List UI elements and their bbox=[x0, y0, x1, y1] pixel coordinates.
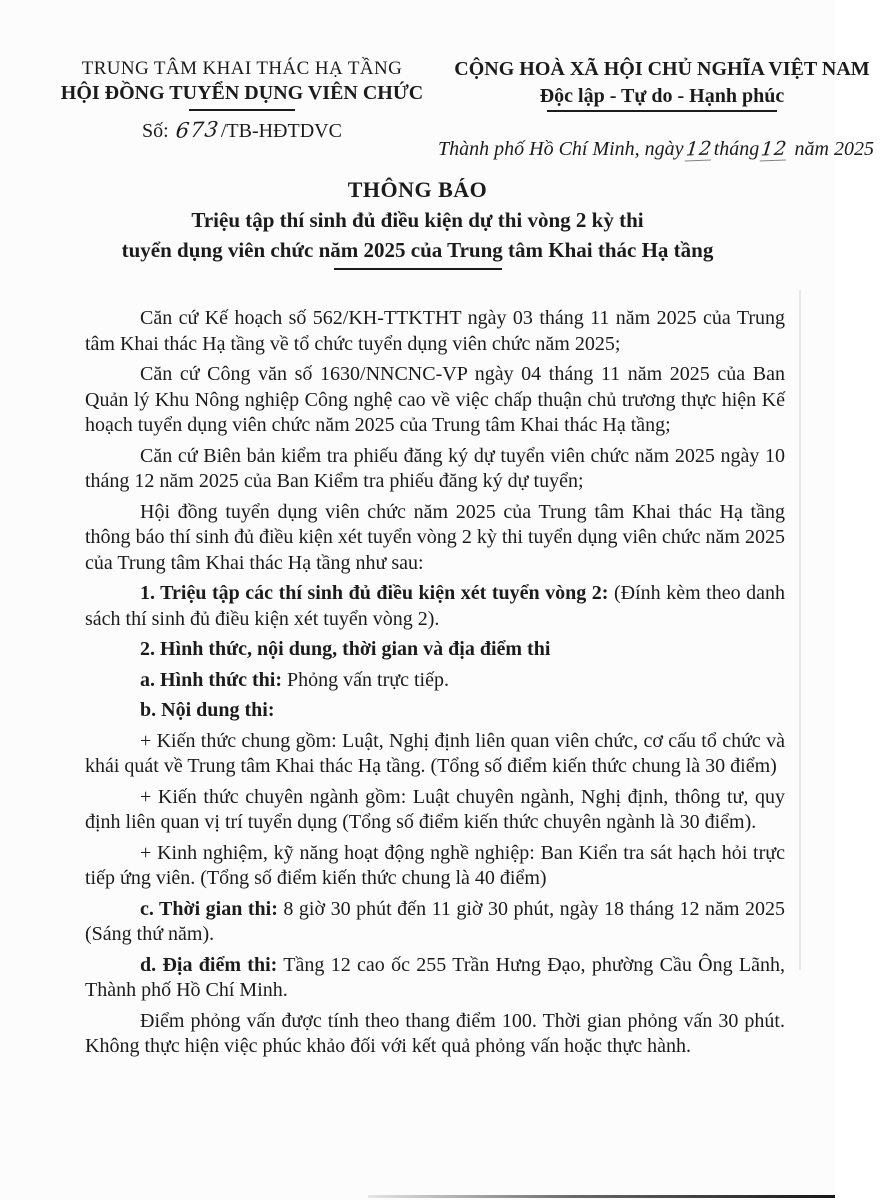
org-name-underline bbox=[189, 109, 295, 111]
item-b-exam-content-heading: b. Nội dung thi: bbox=[140, 699, 275, 721]
place-date-line bbox=[438, 138, 886, 161]
paragraph-citation-2: Căn cứ Công văn số 1630/NNCNC-VP ngày 04 tháng 11 năm 2025 của Ban Quản lý Khu Nông nghiệp Công nghệ cao về việc chấp thuận chủ trương thực hiện Kế hoạch tuyển dụng viên chức năm 2025 của Trung tâm Khai thác Hạ tầng; bbox=[85, 363, 785, 436]
document-title-block bbox=[0, 177, 835, 270]
national-header-block bbox=[438, 58, 886, 161]
section-1-summon: 1. Triệu tập các thí sinh đủ điều kiện xét tuyển vòng 2: (Đính kèm theo danh sách thí sinh đủ điều kiện xét tuyển vòng 2). bbox=[85, 582, 785, 630]
title-subtitle-line-2: tuyển dụng viên chức năm 2025 của Trung tâm Khai thác Hạ tầng bbox=[121, 238, 714, 262]
document-type-heading: THÔNG BÁO bbox=[347, 177, 488, 202]
bullet-specialized-knowledge: + Kiến thức chuyên ngành gồm: Luật chuyên ngành, Nghị định, thông tư, quy định liên quan vị trí tuyển dụng (Tổng số điểm kiến thức chuyên ngành là 30 điểm). bbox=[85, 785, 785, 833]
dateline-prefix: Thành phố Hồ Chí Minh, ngày bbox=[438, 138, 684, 160]
paragraph-scoring-note: Điểm phỏng vấn được tính theo thang điểm 100. Thời gian phỏng vấn 30 phút. Không thực hiện việc phúc khảo đối với kết quả phỏng vấn hoặc thực hành. bbox=[85, 1009, 785, 1057]
doc-number-label: Số: bbox=[142, 120, 169, 142]
motto-underline bbox=[547, 110, 777, 112]
title-subtitle-line-1: Triệu tập thí sinh đủ điều kiện dự thi vòng 2 kỳ thi bbox=[191, 208, 644, 232]
bullet-general-knowledge: + Kiến thức chung gồm: Luật, Nghị định liên quan viên chức, cơ cấu tổ chức và khái quát về Trung tâm Khai thác Hạ tầng. (Tổng số điểm kiến thức chung là 30 điểm) bbox=[85, 729, 785, 777]
national-title: CỘNG HOÀ XÃ HỘI CHỦ NGHĨA VIỆT NAM bbox=[454, 58, 870, 80]
paragraph-citation-1: Căn cứ Kế hoạch số 562/KH-TTKTHT ngày 03 tháng 11 năm 2025 của Trung tâm Khai thác Hạ tầng về tổ chức tuyển dụng viên chức năm 2025; bbox=[85, 307, 785, 355]
national-motto: Độc lập - Tự do - Hạnh phúc bbox=[539, 85, 785, 107]
section-2-heading: 2. Hình thức, nội dung, thời gian và địa điểm thi bbox=[140, 638, 551, 660]
dateline-month-label: tháng bbox=[713, 138, 760, 160]
dateline-month-handwritten: 12 bbox=[760, 137, 789, 161]
doc-number bbox=[46, 118, 438, 143]
doc-number-handwritten: 673 bbox=[174, 117, 221, 143]
issuing-org-block bbox=[46, 58, 438, 161]
item-c-exam-time: c. Thời gian thi: 8 giờ 30 phút đến 11 giờ 30 phút, ngày 18 tháng 12 năm 2025 (Sáng thứ năm). bbox=[85, 897, 785, 945]
item-d-exam-location: d. Địa điểm thi: Tầng 12 cao ốc 255 Trần Hưng Đạo, phường Cầu Ông Lãnh, Thành phố Hồ Chí Minh. bbox=[85, 953, 786, 1001]
scan-artifact-bottom-edge bbox=[368, 1195, 835, 1198]
org-name: HỘI ĐỒNG TUYỂN DỤNG VIÊN CHỨC bbox=[60, 82, 424, 104]
item-a-exam-format: a. Hình thức thi: Phỏng vấn trực tiếp. bbox=[140, 668, 449, 691]
document-body bbox=[0, 270, 835, 1060]
dateline-day-handwritten: 12 bbox=[684, 137, 714, 161]
paragraph-announcement-intro: Hội đồng tuyển dụng viên chức năm 2025 của Trung tâm Khai thác Hạ tầng thông báo thí sinh đủ điều kiện xét tuyển vòng 2 kỳ thi tuyển dụng viên chức năm 2025 của Trung tâm Khai thác Hạ tầng như sau: bbox=[85, 500, 785, 574]
paragraph-citation-3: Căn cứ Biên bản kiểm tra phiếu đăng ký dự tuyển viên chức năm 2025 ngày 10 tháng 12 năm 2025 của Ban Kiểm tra phiếu đăng ký dự tuyển; bbox=[85, 444, 785, 492]
org-parent-name: TRUNG TÂM KHAI THÁC HẠ TẦNG bbox=[81, 58, 403, 79]
scan-artifact-vertical-line bbox=[799, 290, 801, 970]
bullet-experience-skills: + Kinh nghiệm, kỹ năng hoạt động nghề nghiệp: Ban Kiển tra sát hạch hỏi trực tiếp ứng viên. (Tổng số điểm kiến thức chung là 40 điểm) bbox=[85, 841, 785, 889]
doc-number-suffix: /TB-HĐTDVC bbox=[220, 120, 342, 142]
document-header bbox=[0, 0, 874, 161]
dateline-year: năm 2025 bbox=[794, 138, 874, 160]
